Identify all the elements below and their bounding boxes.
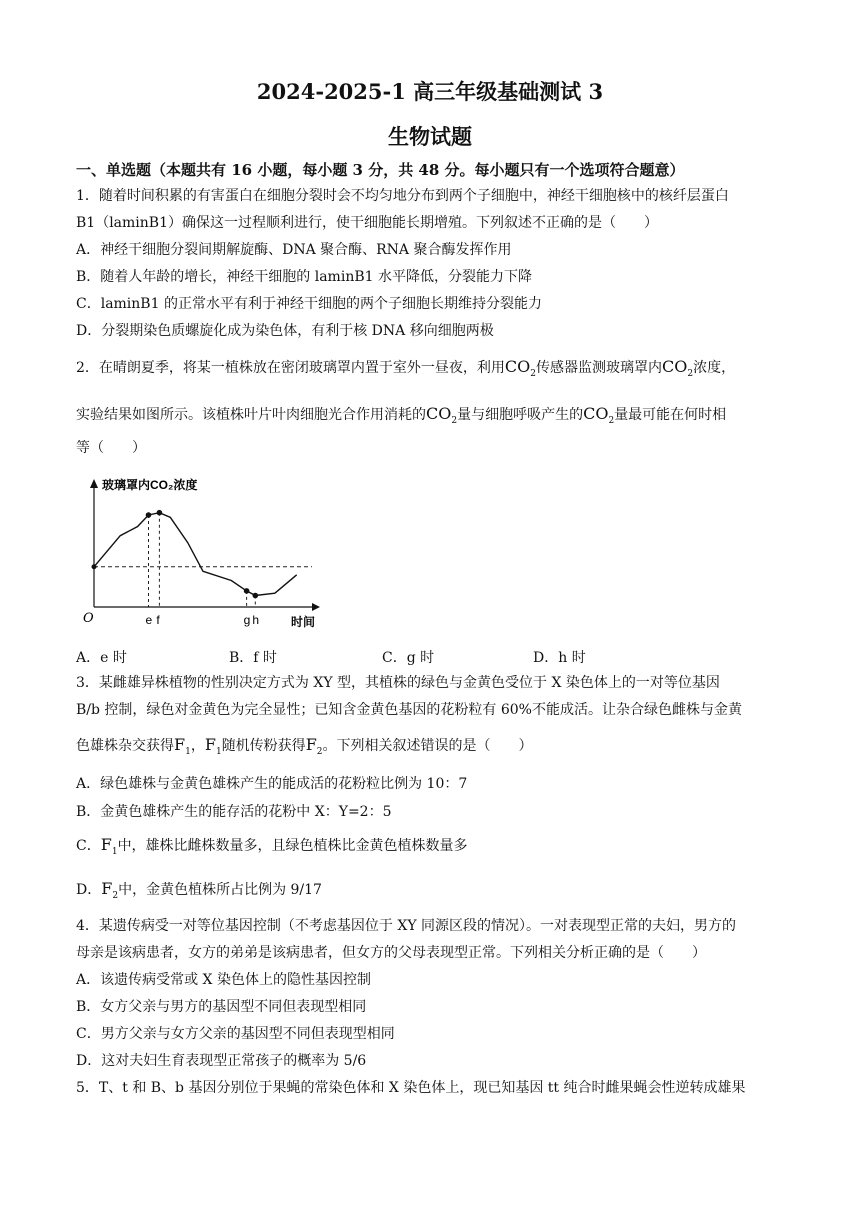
origin-label: O bbox=[83, 611, 94, 626]
q1-stem-line1: 1．随着时间积累的有害蛋白在细胞分裂时会不均匀地分布到两个子细胞中，神经干细胞核中的核纤层蛋白 bbox=[76, 188, 729, 204]
q2-stem-line1: 2．在晴朗夏季，将某一植株放在密闭玻璃罩内置于室外一昼夜，利用$CO_2$传感器监测玻璃罩内$CO_2$浓度， bbox=[76, 357, 736, 379]
q1-option-a: A．神经干细胞分裂间期解旋酶、DNA 聚合酶、RNA 聚合酶发挥作用 bbox=[76, 242, 512, 258]
tick-label-e: e bbox=[145, 613, 153, 627]
q1-stem-line2: B1（laminB1）确保这一过程顺利进行，使干细胞能长期增殖。下列叙述不正确的是（ ） bbox=[76, 215, 658, 231]
q4-stem-line2: 母亲是该病患者，女方的弟弟是该病患者，但女方的父母表现型正常。下列相关分析正确的是（ ） bbox=[76, 945, 706, 961]
q3-stem-line2: B/b 控制，绿色对金黄色为完全显性；已知含金黄色基因的花粉粒有 60%不能成活。让杂合绿色雌株与金黄 bbox=[76, 702, 742, 718]
x-axis-label: 时间 bbox=[291, 615, 316, 629]
q3-stem-line3: 色雄株杂交获得$F_1$，$F_1$随机传粉获得$F_2$。下列相关叙述错误的是（ ） bbox=[76, 735, 533, 757]
tick-label-h: h bbox=[252, 613, 260, 627]
page-title: 2024-2025-1 高三年级基础测试 3 bbox=[256, 79, 604, 104]
q3-option-b: B．金黄色雄株产生的能存活的花粉中 X：Y=2：5 bbox=[76, 804, 392, 820]
q3-option-c: C．$F_1$中，雄株比雌株数量多，且绿色植株比金黄色植株数量多 bbox=[76, 835, 468, 857]
q2-option-a: A．e 时 bbox=[76, 650, 127, 666]
section-heading: 一、单选题（本题共有 16 小题，每小题 3 分，共 48 分。每小题只有一个选项符合题意） bbox=[76, 161, 685, 179]
q5-stem-line1: 5．T、t 和 B、b 基因分别位于果蝇的常染色体和 X 染色体上，现已知基因 tt 纯合时雌果蝇会性逆转成雄果 bbox=[76, 1080, 746, 1096]
q4-option-c: C．男方父亲与女方父亲的基因型不同但表现型相同 bbox=[76, 1026, 395, 1042]
tick-label-g: g bbox=[243, 613, 251, 627]
q2-option-b: B．f 时 bbox=[229, 650, 277, 666]
page-subtitle: 生物试题 bbox=[388, 124, 472, 149]
q1-option-c: C．laminB1 的正常水平有利于神经干细胞的两个子细胞长期维持分裂能力 bbox=[76, 296, 542, 312]
point-e bbox=[146, 512, 152, 518]
point-g bbox=[244, 588, 250, 594]
q4-option-d: D．这对夫妇生育表现型正常孩子的概率为 5/6 bbox=[76, 1053, 367, 1069]
point-f bbox=[157, 510, 163, 516]
q3-option-a: A．绿色雄株与金黄色雄株产生的能成活的花粉粒比例为 10：7 bbox=[76, 776, 468, 792]
q4-option-b: B．女方父亲与男方的基因型不同但表现型相同 bbox=[76, 999, 367, 1015]
x-axis-arrow bbox=[312, 603, 320, 611]
y-axis-label: 玻璃罩内CO₂浓度 bbox=[102, 478, 198, 492]
co2-chart bbox=[82, 470, 332, 640]
q2-stem-line3: 等（ ） bbox=[76, 440, 146, 456]
point-h bbox=[253, 593, 259, 599]
q4-option-a: A．该遗传病受常或 X 染色体上的隐性基因控制 bbox=[76, 972, 371, 988]
co2-curve bbox=[94, 513, 297, 596]
q4-stem-line1: 4．某遗传病受一对等位基因控制（不考虑基因位于 XY 同源区段的情况）。一对表现型正常的夫妇，男方的 bbox=[76, 918, 737, 934]
q3-stem-line1: 3．某雌雄异株植物的性别决定方式为 XY 型，其植株的绿色与金黄色受位于 X 染色体上的一对等位基因 bbox=[76, 675, 720, 691]
q1-option-d: D．分裂期染色质螺旋化成为染色体，有利于核 DNA 移向细胞两极 bbox=[76, 323, 494, 339]
q3-option-d: D．$F_2$中，金黄色植株所占比例为 9/17 bbox=[76, 879, 322, 901]
q2-option-c: C．g 时 bbox=[382, 650, 435, 666]
y-axis-arrow bbox=[90, 479, 98, 488]
q1-option-b: B．随着人年龄的增长，神经干细胞的 laminB1 水平降低，分裂能力下降 bbox=[76, 269, 532, 285]
tick-label-f: f bbox=[156, 613, 160, 627]
q2-stem-line2: 实验结果如图所示。该植株叶片叶肉细胞光合作用消耗的$CO_2$量与细胞呼吸产生的$CO_2$量最可能在何时相 bbox=[76, 404, 727, 426]
q2-option-d: D．h 时 bbox=[533, 650, 586, 666]
